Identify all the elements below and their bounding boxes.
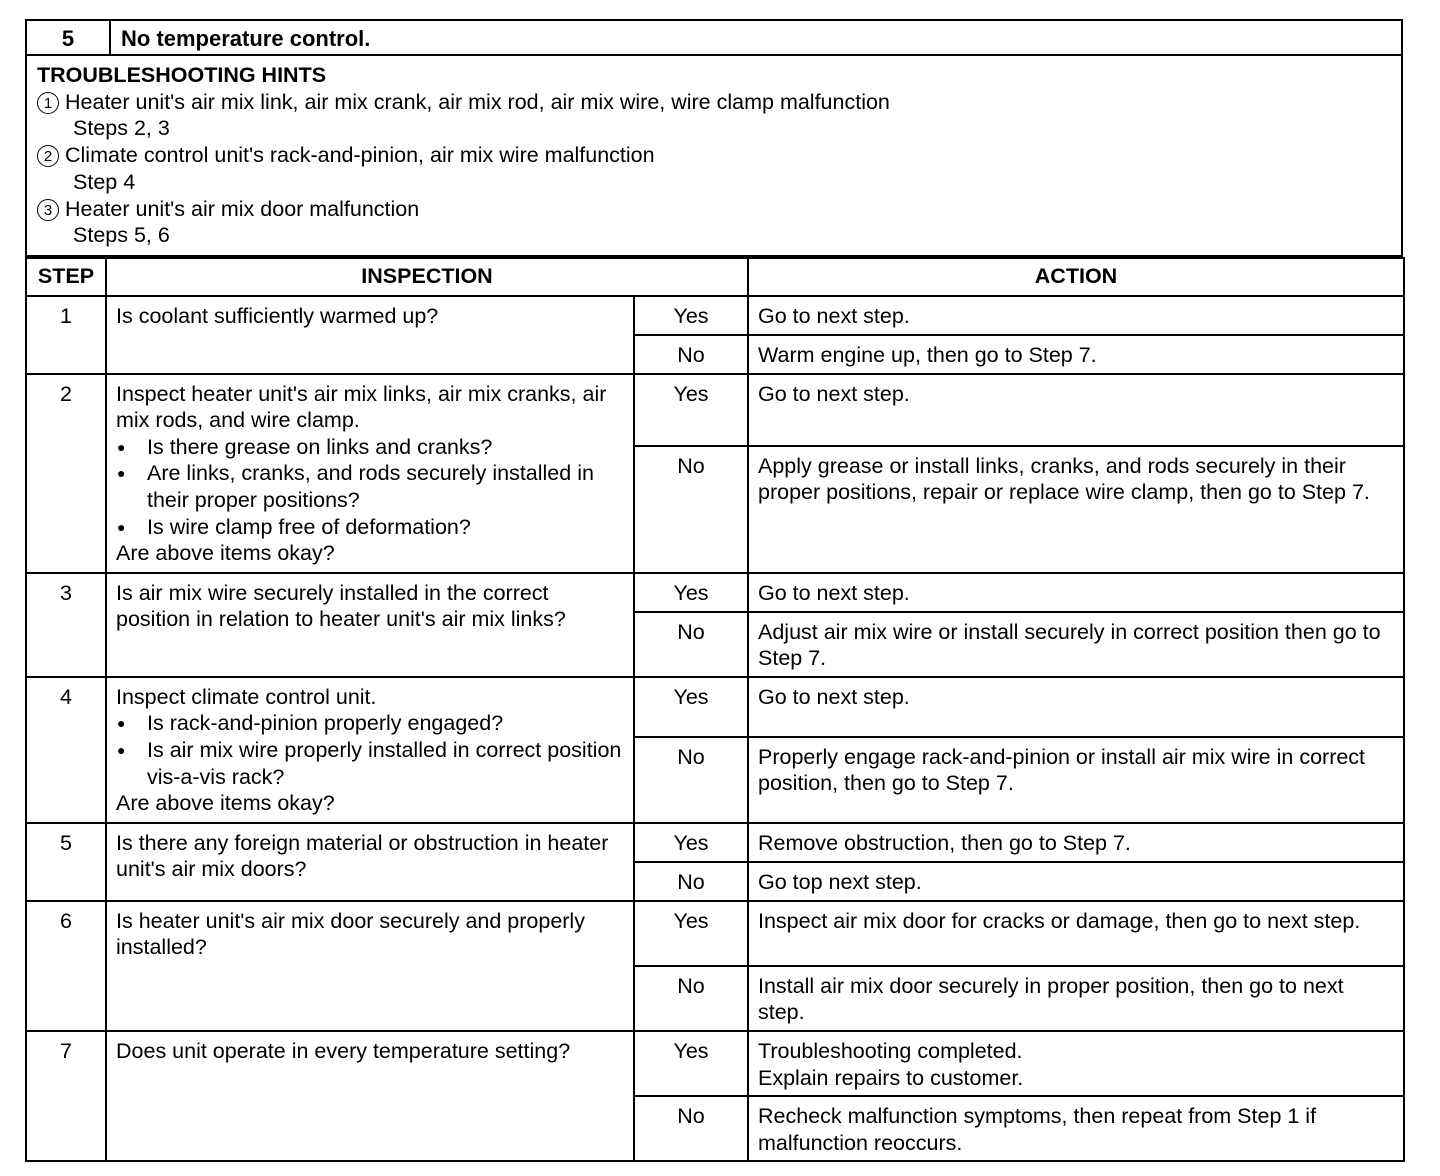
checklist-item: ● Is air mix wire properly installed in correct position vis-a-vis rack? bbox=[116, 737, 624, 790]
inspection-cell: Is there any foreign material or obstruction in heater unit's air mix doors? bbox=[106, 823, 634, 901]
troubleshooting-sheet bbox=[25, 19, 1403, 1162]
section-number: 5 bbox=[27, 21, 111, 54]
hint-item bbox=[37, 142, 1391, 169]
hint-steps: Steps 5, 6 bbox=[73, 223, 170, 248]
hint-steps: Step 4 bbox=[73, 169, 136, 194]
yes-action: Go to next step. bbox=[748, 677, 1404, 737]
yes-action-line: Explain repairs to customer. bbox=[758, 1065, 1024, 1090]
no-label: No bbox=[634, 335, 748, 374]
inspection-checklist bbox=[116, 710, 624, 790]
step-number: 5 bbox=[26, 823, 106, 901]
yes-label: Yes bbox=[634, 296, 748, 335]
yes-label: Yes bbox=[634, 1031, 748, 1096]
no-action: Go top next step. bbox=[748, 862, 1404, 901]
inspection-cell: Is heater unit's air mix door securely and properly installed? bbox=[106, 901, 634, 1031]
step-number: 7 bbox=[26, 1031, 106, 1161]
inspection-cell: Is coolant sufficiently warmed up? bbox=[106, 296, 634, 374]
inspection-cell bbox=[106, 677, 634, 823]
yes-action: Remove obstruction, then go to Step 7. bbox=[748, 823, 1404, 862]
yes-label: Yes bbox=[634, 823, 748, 862]
no-action: Properly engage rack-and-pinion or install air mix wire in correct position, then go to Step 7. bbox=[748, 737, 1404, 823]
no-label: No bbox=[634, 1096, 748, 1161]
table-row bbox=[26, 823, 1404, 862]
step-number: 3 bbox=[26, 573, 106, 677]
no-label: No bbox=[634, 612, 748, 677]
step-number: 1 bbox=[26, 296, 106, 374]
action-column-header: ACTION bbox=[748, 258, 1404, 296]
checklist-item: ● Is rack-and-pinion properly engaged? bbox=[116, 710, 624, 737]
inspection-footer: Are above items okay? bbox=[116, 791, 335, 816]
section-header bbox=[25, 19, 1403, 56]
yes-label: Yes bbox=[634, 677, 748, 737]
circled-number-icon: 1 bbox=[37, 92, 59, 114]
yes-action: Go to next step. bbox=[748, 296, 1404, 335]
no-action: Install air mix door securely in proper position, then go to next step. bbox=[748, 966, 1404, 1031]
yes-label: Yes bbox=[634, 573, 748, 612]
no-action: Recheck malfunction symptoms, then repeat from Step 1 if malfunction reoccurs. bbox=[748, 1096, 1404, 1161]
table-row bbox=[26, 296, 1404, 335]
table-row bbox=[26, 374, 1404, 446]
inspection-footer: Are above items okay? bbox=[116, 541, 335, 566]
no-label: No bbox=[634, 737, 748, 823]
hint-steps: Steps 2, 3 bbox=[73, 116, 170, 141]
no-label: No bbox=[634, 446, 748, 573]
inspection-checklist bbox=[116, 434, 624, 540]
inspection-text: Inspect climate control unit. bbox=[116, 684, 377, 709]
inspection-column-header: INSPECTION bbox=[106, 258, 748, 296]
inspection-cell bbox=[106, 374, 634, 573]
table-row bbox=[26, 573, 1404, 612]
yes-label: Yes bbox=[634, 374, 748, 446]
inspection-table bbox=[25, 257, 1405, 1162]
hint-text: Climate control unit's rack-and-pinion, air mix wire malfunction bbox=[65, 143, 655, 168]
inspection-cell: Does unit operate in every temperature setting? bbox=[106, 1031, 634, 1161]
no-action: Warm engine up, then go to Step 7. bbox=[748, 335, 1404, 374]
circled-number-icon: 2 bbox=[37, 145, 59, 167]
hint-item bbox=[37, 89, 1391, 116]
checklist-item: ● Is wire clamp free of deformation? bbox=[116, 514, 624, 541]
yes-label: Yes bbox=[634, 901, 748, 966]
step-number: 4 bbox=[26, 677, 106, 823]
table-row bbox=[26, 901, 1404, 966]
yes-action-line: Troubleshooting completed. bbox=[758, 1038, 1023, 1063]
step-number: 2 bbox=[26, 374, 106, 573]
no-label: No bbox=[634, 862, 748, 901]
table-row bbox=[26, 1031, 1404, 1096]
checklist-item: ● Is there grease on links and cranks? bbox=[116, 434, 624, 461]
no-action: Apply grease or install links, cranks, and rods securely in their proper positions, repair or replace wire clamp, then go to Step 7. bbox=[748, 446, 1404, 573]
no-label: No bbox=[634, 966, 748, 1031]
yes-action: Go to next step. bbox=[748, 573, 1404, 612]
no-action: Adjust air mix wire or install securely in correct position then go to Step 7. bbox=[748, 612, 1404, 677]
inspection-cell: Is air mix wire securely installed in the correct position in relation to heater unit's air mix links? bbox=[106, 573, 634, 677]
hint-item bbox=[37, 196, 1391, 223]
yes-action bbox=[748, 1031, 1404, 1096]
section-title: No temperature control. bbox=[121, 26, 371, 51]
inspection-text: Inspect heater unit's air mix links, air mix cranks, air mix rods, and wire clamp. bbox=[116, 381, 607, 433]
step-column-header: STEP bbox=[26, 258, 106, 296]
table-row bbox=[26, 677, 1404, 737]
yes-action: Go to next step. bbox=[748, 374, 1404, 446]
hint-text: Heater unit's air mix link, air mix crank, air mix rod, air mix wire, wire clamp malfunction bbox=[65, 89, 890, 114]
troubleshooting-hints bbox=[25, 56, 1403, 257]
hint-text: Heater unit's air mix door malfunction bbox=[65, 196, 420, 221]
hints-title: TROUBLESHOOTING HINTS bbox=[37, 63, 327, 87]
table-header-row bbox=[26, 258, 1404, 296]
circled-number-icon: 3 bbox=[37, 199, 59, 221]
yes-action: Inspect air mix door for cracks or damage, then go to next step. bbox=[748, 901, 1404, 966]
checklist-item: ● Are links, cranks, and rods securely installed in their proper positions? bbox=[116, 460, 624, 513]
step-number: 6 bbox=[26, 901, 106, 1031]
